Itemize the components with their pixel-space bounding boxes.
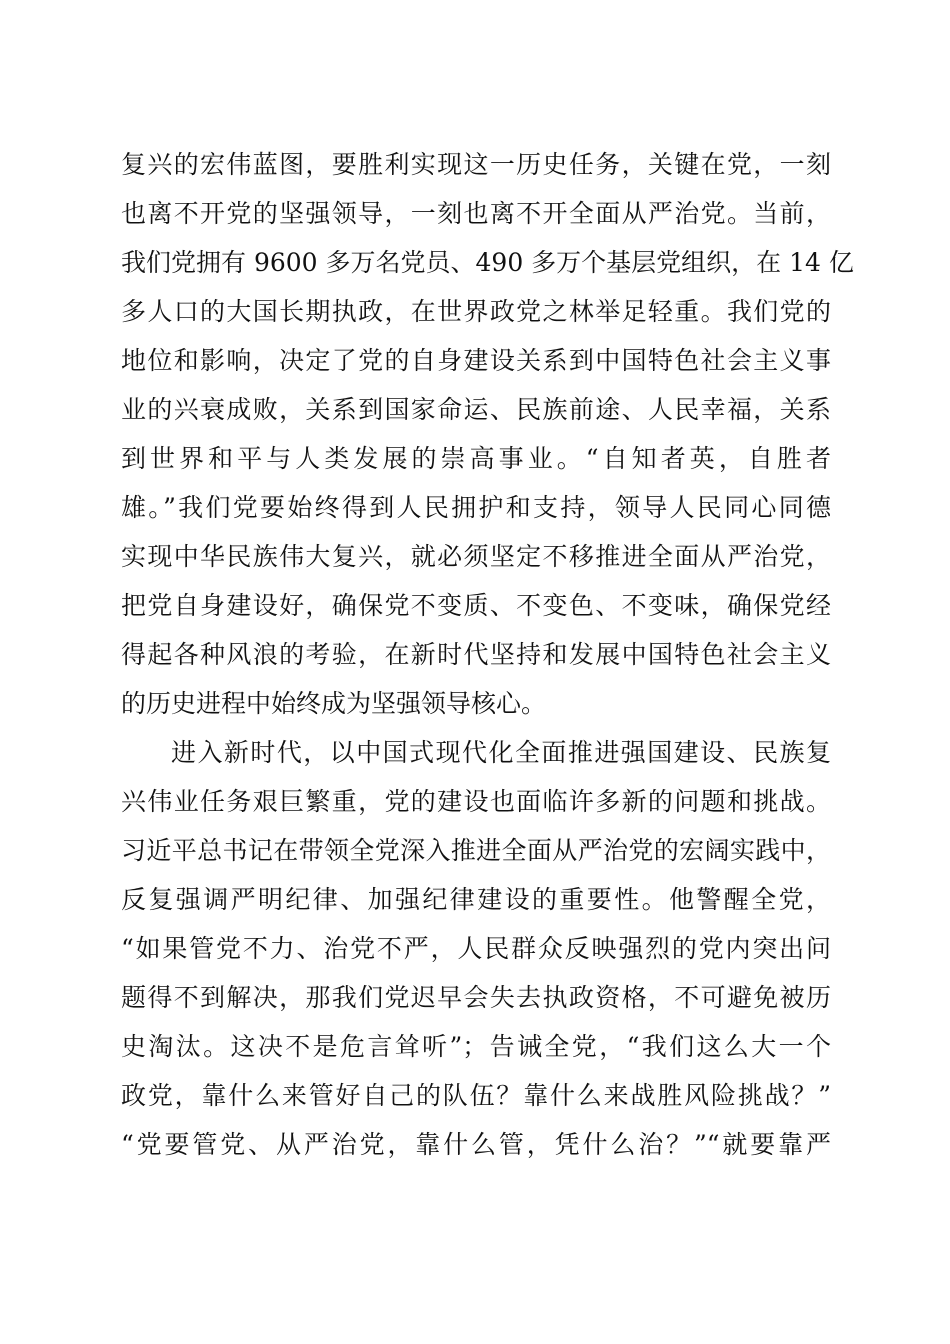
text-line: 政党，靠什么来管好自己的队伍？靠什么来战胜风险挑战？” bbox=[121, 1081, 831, 1110]
text-line: 的历史进程中始终成为坚强领导核心。 bbox=[121, 689, 547, 718]
paragraph-2 bbox=[121, 728, 831, 1169]
text-line: 地位和影响，决定了党的自身建设关系到中国特色社会主义事 bbox=[121, 346, 831, 375]
paragraph-1 bbox=[121, 140, 854, 728]
text-line: “党要管党、从严治党，靠什么管，凭什么治？”“就要靠严 bbox=[121, 1130, 831, 1159]
text-line: 题得不到解决，那我们党迟早会失去执政资格，不可避免被历 bbox=[121, 983, 831, 1012]
text-line: 到世界和平与人类发展的崇高事业。“自知者英，自胜者 bbox=[121, 444, 831, 473]
text-line: 业的兴衰成败，关系到国家命运、民族前途、人民幸福，关系 bbox=[121, 395, 831, 424]
text-line: 习近平总书记在带领全党深入推进全面从严治党的宏阔实践中， bbox=[121, 836, 831, 865]
text-line: 实现中华民族伟大复兴，就必须坚定不移推进全面从严治党， bbox=[121, 542, 831, 571]
text-line: 把党自身建设好，确保党不变质、不变色、不变味，确保党经 bbox=[121, 591, 831, 620]
text-line: “如果管党不力、治党不严，人民群众反映强烈的党内突出问 bbox=[121, 934, 831, 963]
document-body bbox=[121, 140, 854, 1169]
text-line: 雄。”我们党要始终得到人民拥护和支持，领导人民同心同德 bbox=[121, 493, 831, 522]
text-line: 进入新时代，以中国式现代化全面推进强国建设、民族复 bbox=[171, 738, 831, 767]
text-line: 兴伟业任务艰巨繁重，党的建设也面临许多新的问题和挑战。 bbox=[121, 787, 831, 816]
text-line: 得起各种风浪的考验，在新时代坚持和发展中国特色社会主义 bbox=[121, 640, 831, 669]
text-line: 多人口的大国长期执政，在世界政党之林举足轻重。我们党的 bbox=[121, 297, 831, 326]
text-line: 我们党拥有 9600 多万名党员、490 多万个基层党组织，在 14 亿 bbox=[121, 248, 854, 277]
text-line: 复兴的宏伟蓝图，要胜利实现这一历史任务，关键在党，一刻 bbox=[121, 150, 831, 179]
text-line: 史淘汰。这决不是危言耸听”；告诫全党，“我们这么大一个 bbox=[121, 1032, 831, 1061]
text-line: 也离不开党的坚强领导，一刻也离不开全面从严治党。当前， bbox=[121, 199, 831, 228]
text-line: 反复强调严明纪律、加强纪律建设的重要性。他警醒全党， bbox=[121, 885, 831, 914]
